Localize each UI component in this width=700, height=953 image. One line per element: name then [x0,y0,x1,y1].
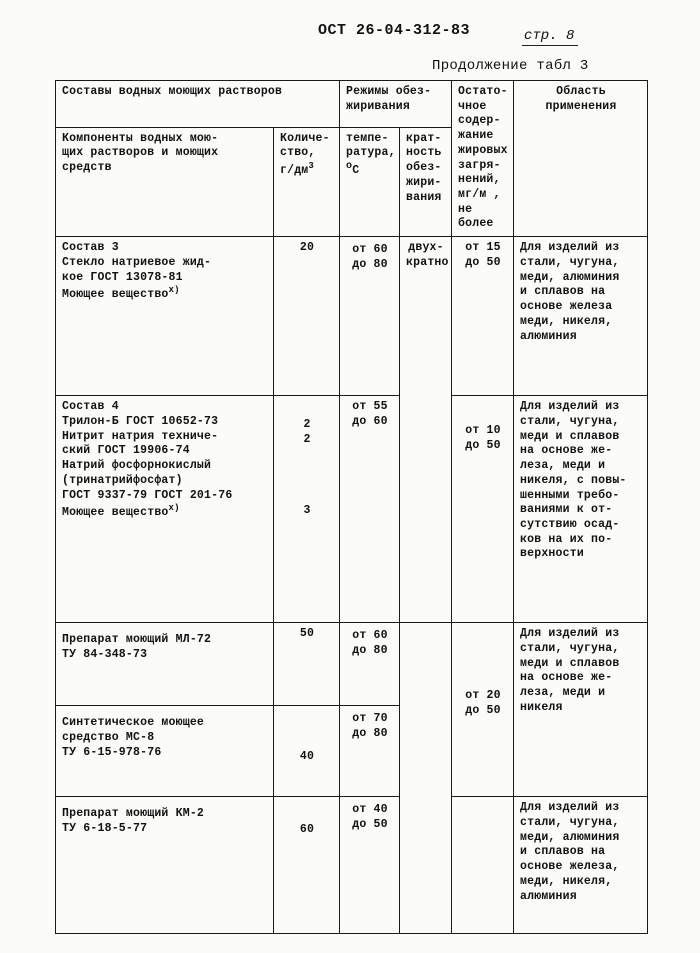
application-line: стали, чугуна, [520,815,620,829]
application-line: леза, меди и [520,459,606,473]
temp-to: до 80 [352,726,388,740]
residual-to: до 50 [465,438,501,452]
document-header [0,22,700,62]
header-residual-content: Остато- чное содер- жание жировых загря- нений, мг/м , не более [452,81,514,237]
header-application-area: Область применения [514,81,648,237]
application-line: меди, алюминия [520,270,620,284]
temp-to: до 50 [352,817,388,831]
composition-line: кое ГОСТ 13078-81 [62,270,183,284]
application-line: и сплавов на [520,845,606,859]
header-temperature: темпе- ратура, $^о$С [340,127,400,237]
residual-from: от 20 [465,689,501,703]
table-continuation-label: Продолжение табл 3 [432,58,589,74]
row-application-5 [514,797,648,934]
application-line: леза, меди и [520,686,606,700]
application-line: основе железа [520,300,613,314]
header-multiplicity: крат- ность обез- жири- вания [400,127,452,237]
composition-line: Нитрит натрия техниче- [62,429,219,443]
header-components: Компоненты водных мою- щих растворов и моющих средств [56,127,274,237]
row-application-2 [514,396,648,623]
residual-to: до 50 [465,703,501,717]
application-line: шенными требо- [520,488,620,502]
quantity-line: 2 [303,418,311,432]
table-header-row-top [56,81,648,128]
header-degreasing-modes: Режимы обез- жиривания [340,81,452,128]
composition-line: ТУ 6-15-978-76 [62,745,162,759]
table-row [56,396,648,623]
application-line: меди, никеля, [520,314,613,328]
application-line: никеля [520,700,563,714]
composition-line: Синтетическое моющее [62,716,205,730]
application-line: алюминия [520,329,577,343]
composition-line: Трилон-Б ГОСТ 10652-73 [62,414,219,428]
composition-line: Препарат моющий МЛ-72 [62,633,212,647]
quantity-value: 40 [299,750,315,764]
row-quantity-3: 50 [274,623,340,706]
row-temperature-1 [340,237,400,396]
residual-to: до 50 [465,255,501,269]
application-line: ков на их по- [520,532,613,546]
row-components-5 [56,797,274,934]
row-multiplicity-merged [400,237,452,623]
temp-from: от 60 [352,243,388,257]
composition-line: ТУ 6-18-5-77 [62,821,148,835]
table-row [56,237,648,396]
row-temperature-4 [340,706,400,797]
row-temperature-3 [340,623,400,706]
row-components-1 [56,237,274,396]
multiplicity-line: кратно [406,255,449,269]
row-components-3 [56,623,274,706]
composition-title-1: Состав 3 [62,241,119,255]
row-quantity-5 [274,797,340,934]
page-number-mark [522,28,578,46]
composition-line [62,285,268,303]
composition-title-2: Состав 4 [62,400,119,414]
temp-to: до 80 [352,643,388,657]
composition-line-text: Моющее вещество [62,506,169,520]
row-residual-1 [452,237,514,396]
application-line: Для изделий из [520,400,620,414]
application-line: алюминия [520,889,577,903]
table-row [56,623,648,706]
composition-line-text: Моющее вещество [62,288,169,302]
header-quantity-exponent: 3 [308,161,315,172]
temp-to: до 60 [352,414,388,428]
composition-line: ский ГОСТ 19906-74 [62,444,190,458]
table-row [56,797,648,934]
application-line: основе железа, [520,860,620,874]
composition-line: ТУ 84-348-73 [62,647,148,661]
row-quantity-2 [274,396,340,623]
composition-line: средство МС-8 [62,730,155,744]
application-line: стали, чугуна, [520,641,620,655]
composition-line: Стекло натриевое жид- [62,255,212,269]
residual-from: от 10 [465,424,501,438]
application-line: Для изделий из [520,241,620,255]
composition-line: Натрий фосфорнокислый [62,459,212,473]
quantity-line: 2 [303,432,311,446]
quantity-line: 3 [303,503,311,517]
specification-table [55,80,648,934]
application-line: никеля, с повы- [520,473,627,487]
application-line: меди и сплавов [520,656,620,670]
temp-from: от 40 [352,803,388,817]
row-quantity-4 [274,706,340,797]
document-standard-code: ОСТ 26-04-312-83 [318,22,471,39]
multiplicity-line: двух- [408,241,444,255]
row-residual-2 [452,396,514,623]
row-temperature-2 [340,396,400,623]
footnote-marker: х) [168,285,180,296]
application-line: на основе же- [520,444,613,458]
composition-line: Препарат моющий КМ-2 [62,807,205,821]
application-line: стали, чугуна, [520,255,620,269]
application-line: ваниями к от- [520,503,613,517]
application-line: на основе же- [520,671,613,685]
composition-line [62,503,268,521]
application-line: меди, никеля, [520,874,613,888]
footnote-marker: х) [168,503,180,514]
temp-from: от 55 [352,400,388,414]
row-application-3 [514,623,648,797]
row-components-4 [56,706,274,797]
quantity-value: 60 [299,823,315,837]
application-line: и сплавов на [520,285,606,299]
row-temperature-5 [340,797,400,934]
row-application-1 [514,237,648,396]
application-line: меди и сплавов [520,429,620,443]
application-line: меди, алюминия [520,830,620,844]
row-components-2 [56,396,274,623]
temp-from: от 60 [352,629,388,643]
residual-from: от 15 [465,241,501,255]
row-quantity-1: 20 [274,237,340,396]
header-solutions-composition: Составы водных моющих растворов [56,81,340,128]
row-multiplicity-merged-2 [400,623,452,934]
temp-from: от 70 [352,712,388,726]
application-line: стали, чугуна, [520,414,620,428]
page-number-value: стр. 8 [522,28,578,46]
temp-to: до 80 [352,257,388,271]
application-line: сутствию осад- [520,517,620,531]
application-line: Для изделий из [520,627,620,641]
composition-line: ГОСТ 9337-79 ГОСТ 201-76 [62,488,233,502]
row-residual-3 [452,623,514,797]
application-line: Для изделий из [520,801,620,815]
row-residual-5 [452,797,514,934]
application-line: верхности [520,547,584,561]
composition-line: (тринатрийфосфат) [62,473,183,487]
header-quantity: Количе- ство, $г/дм^3$ [274,127,340,237]
